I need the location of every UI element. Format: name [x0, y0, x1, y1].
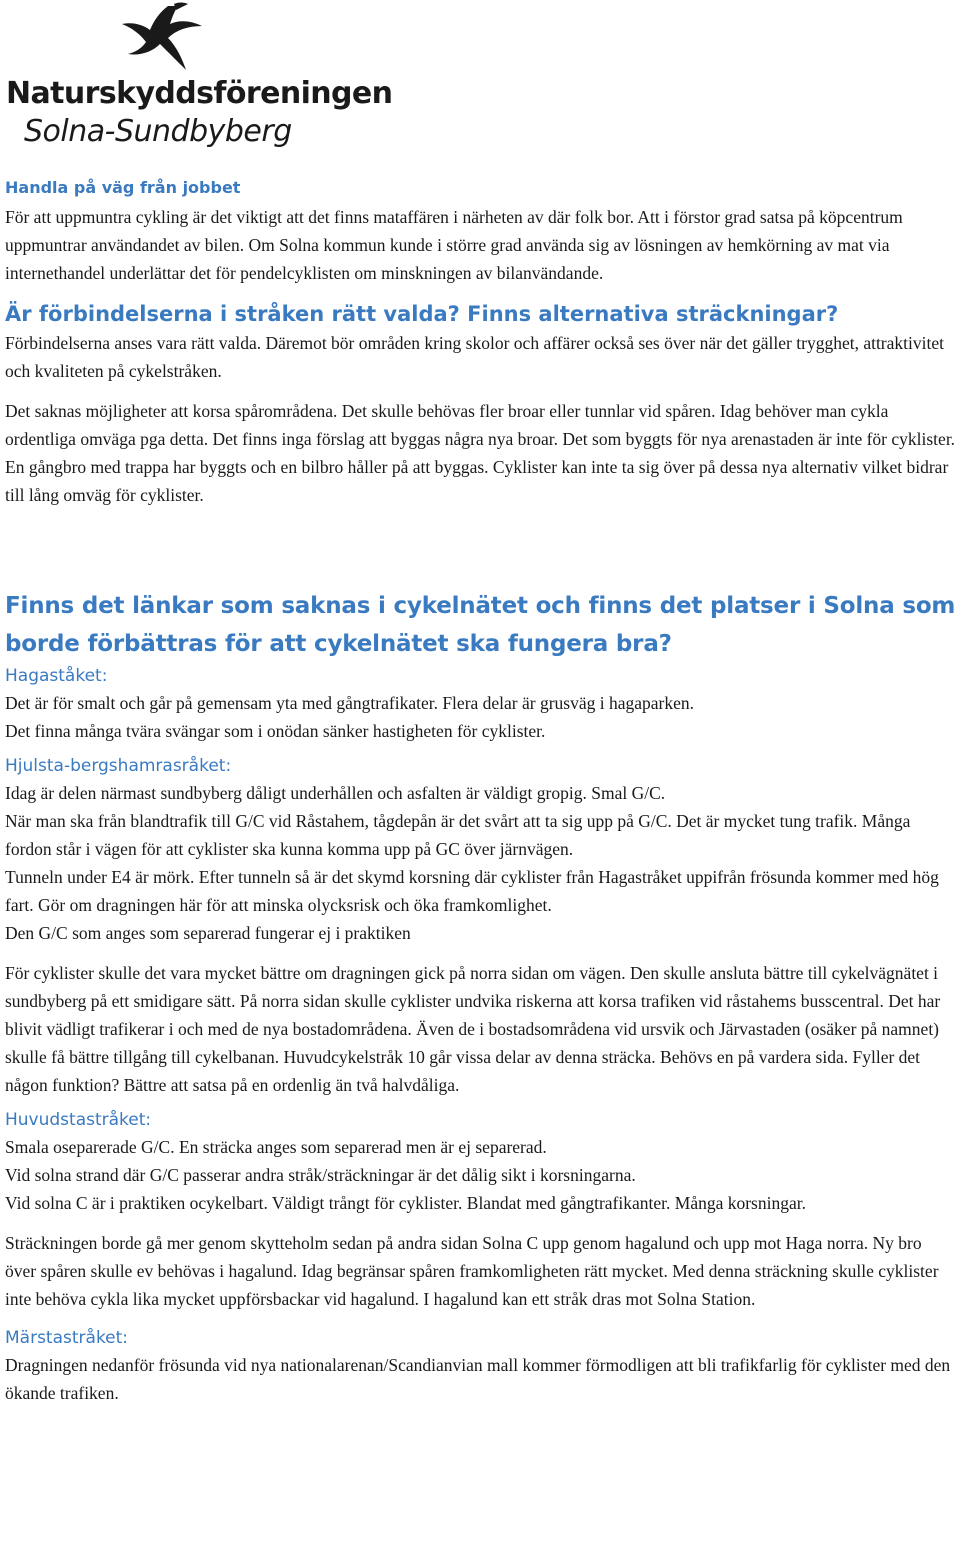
bird-logo-icon	[116, 0, 206, 72]
paragraph-handla: För att uppmuntra cykling är det viktigt att det finns mataffären i närheten av där folk bor. Att i förstor grad satsa på köpcentrum uppmuntrar användandet av bilen. Om Solna kommun kunde i större grad använda sig av lösningen av hemkörning av mat via internethandel underlättar det för pendelcyklisten om minskningen av bilanvändande.	[5, 207, 903, 283]
logo-name: Naturskyddsföreningen	[6, 76, 393, 111]
heading-hjulsta: Hjulsta-bergshamrasråket:	[5, 756, 232, 776]
line-huvudsta-2: Vid solna strand där G/C passerar andra stråk/sträckningar är det dålig sikt i korsningarna.	[5, 1165, 636, 1185]
paragraph-huvudsta: Sträckningen borde gå mer genom skytteholm sedan på andra sidan Solna C upp genom hagalund och upp mot Haga norra. Ny bro över spåren skulle ev behövas i hagalund. Idag begränsar spåren framkomligheten rätt mycket. Med denna sträckning skulle cyklister inte behöva cykla lika mycket uppförsbackar vid hagalund. I hagalund kan ett stråk dras mot Solna Station.	[5, 1233, 939, 1309]
line-huvudsta-1: Smala oseparerade G/C. En sträcka anges som separerad men är ej separerad.	[5, 1137, 547, 1157]
line-haga-1: Det är för smalt och går på gemensam yta med gångtrafikater. Flera delar är grusväg i hagaparken.	[5, 693, 695, 713]
paragraph-marsta: Dragningen nedanför frösunda vid nya nationalarenan/Scandianvian mall kommer förmodligen att bli trafikfarlig för cyklister med den ökande trafiken.	[5, 1355, 951, 1403]
document-content	[5, 176, 957, 1407]
logo-subtitle: Solna-Sundbyberg	[24, 114, 292, 149]
heading-huvudsta: Huvudstastråket:	[5, 1110, 152, 1130]
heading-forbindelser: Är förbindelserna i stråken rätt valda? Finns alternativa sträckningar?	[5, 302, 839, 326]
line-hjulsta-1: Idag är delen närmast sundbyberg dåligt underhållen och asfalten är väldigt gropig. Smal G/C.	[5, 783, 666, 803]
paragraph-hjulsta: För cyklister skulle det vara mycket bättre om dragningen gick på norra sidan om vägen. Den skulle ansluta bättre till cykelvägnätet i sundbyberg på ett smidigare sätt. På norra sidan skulle cyklister undvika riskerna att korsa trafiken vid råstahems busscentral. Det har blivit vädligt trafikerar i och med de nya bostadområdena. Även de i bostadsområdena vid ursvik och Järvastaden (osäker på namnet) skulle få bättre tillgång till cykelbanan. Huvudcykelstråk 10 går vissa delar av denna sträcka. Behövs en på vardera sida. Fyller det någon funktion? Bättre att satsa på en ordenlig än två halvdåliga.	[5, 963, 941, 1095]
line-hjulsta-2: När man ska från blandtrafik till G/C vid Råstahem, tågdepån är det svårt att ta sig upp på G/C. Det är mycket tung trafik. Många fordon står i vägen för att cyklister ska kunna komma upp på GC över järnvägen.	[5, 811, 911, 859]
line-haga-2: Det finna många tvära svängar som i onödan sänker hastigheten för cyklister.	[5, 721, 546, 741]
line-hjulsta-3: Tunneln under E4 är mörk. Efter tunneln så är det skymd korsning där cyklister från Hagastråket uppifrån frösunda kommer med hög fart. Gör om dragningen här för att minska olycksrisk och öka framkomlighet.	[5, 867, 939, 915]
heading-lankar: Finns det länkar som saknas i cykelnätet och finns det platser i Solna som borde förbättras för att cykelnätet ska fungera bra?	[5, 593, 956, 657]
paragraph-forbindelser-2: Det saknas möjligheter att korsa spårområdena. Det skulle behövas fler broar eller tunnlar vid spåren. Idag behöver man cykla ordentliga omväga pga detta. Det finns inga förslag att byggas några nya broar. Det som byggts för nya arenastaden är inte för cyklister. En gångbro med trappa har byggts och en bilbro håller på att byggas. Cyklister kan inte ta sig över på dessa nya alternativ vilket bidrar till lång omväg för cyklister.	[5, 401, 956, 505]
heading-handla: Handla på väg från jobbet	[5, 178, 241, 197]
line-hjulsta-4: Den G/C som anges som separerad fungerar ej i praktiken	[5, 923, 411, 943]
heading-marsta: Märstastråket:	[5, 1328, 129, 1348]
heading-hagastaket: Hagaståket:	[5, 666, 108, 686]
paragraph-forbindelser-1: Förbindelserna anses vara rätt valda. Däremot bör områden kring skolor och affärer också ses över när det gäller trygghet, attraktivitet och kvaliteten på cykelstråken.	[5, 333, 944, 381]
line-huvudsta-3: Vid solna C är i praktiken ocykelbart. Väldigt trångt för cyklister. Blandat med gångtrafikanter. Många korsningar.	[5, 1193, 806, 1213]
logo	[6, 0, 393, 160]
